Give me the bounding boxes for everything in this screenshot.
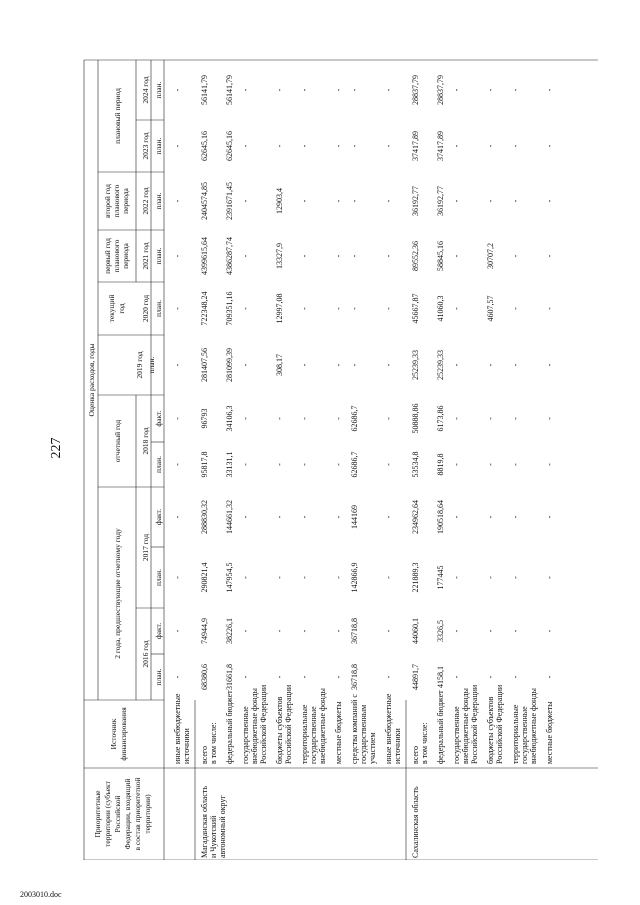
- header-first-plan-year: первый год: [103, 238, 112, 274]
- table-cell: -: [334, 144, 343, 148]
- table-cell: -: [452, 307, 461, 310]
- table-cell: 31661,8: [225, 664, 234, 690]
- table-cell: -: [545, 199, 554, 203]
- header-year-2016год: 2016 год: [141, 640, 150, 668]
- row-source-label: средства компаний с: [350, 694, 359, 764]
- row-source-label: Российской Федерации: [259, 684, 268, 764]
- table-cell: 56141,79: [225, 75, 234, 105]
- table-cell: -: [334, 88, 343, 92]
- header-estimate: Оценка расходов, годы: [87, 343, 96, 417]
- row-source-label: в том числе:: [209, 722, 218, 764]
- table-cell: 221889,3: [411, 562, 420, 593]
- table-cell: 45667,87: [411, 293, 420, 324]
- header-source: Источник: [109, 718, 118, 750]
- table-cell: -: [300, 629, 309, 633]
- header-territory: в состав приоритетной: [133, 777, 142, 851]
- header-territory: территории (субъект: [103, 781, 112, 847]
- table-cell: -: [275, 515, 284, 519]
- table-cell: -: [173, 463, 182, 466]
- header-plan: план.: [147, 356, 156, 374]
- table-cell: -: [241, 515, 250, 519]
- table-cell: 2404574,85: [200, 182, 209, 220]
- table-cell: -: [486, 576, 495, 579]
- table-cell: 41060,3: [436, 295, 445, 322]
- table-cell: -: [173, 307, 182, 310]
- table-cell: -: [545, 675, 554, 679]
- table-cell: -: [300, 675, 309, 679]
- table-cell: 33131,1: [225, 451, 234, 478]
- header-territory: Федерации, входящий: [123, 778, 132, 850]
- table-cell: -: [452, 363, 461, 367]
- header-first-plan-year: периода: [121, 243, 130, 269]
- table-cell: 177445: [436, 565, 445, 590]
- table-cell: -: [241, 576, 250, 579]
- header-source: финансирования: [119, 707, 128, 761]
- table-cell: -: [350, 199, 359, 203]
- table-cell: -: [173, 417, 182, 420]
- row-source-label: федеральный бюджет: [225, 690, 234, 764]
- table-cell: -: [334, 307, 343, 310]
- table-cell: -: [173, 363, 182, 367]
- row-source-label: всего: [411, 745, 420, 764]
- row-source-label: внебюджетные фонды: [529, 688, 538, 764]
- row-source-label: местные бюджеты: [545, 701, 554, 764]
- table-cell: -: [384, 463, 393, 466]
- table-cell: -: [452, 576, 461, 579]
- header-reporting-year: отчетный год: [113, 419, 122, 463]
- table-cell: -: [511, 576, 520, 579]
- table-cell: -: [511, 307, 520, 310]
- table-cell: -: [545, 515, 554, 519]
- table-cell: -: [275, 629, 284, 633]
- header-fact: факт.: [154, 508, 163, 526]
- table-cell: 38226,1: [225, 618, 234, 644]
- table-cell: -: [350, 88, 359, 92]
- table-cell: 56141,79: [200, 75, 209, 105]
- row-source-label: иные внебюджетные: [173, 693, 182, 764]
- table-cell: 144661,32: [225, 500, 234, 534]
- header-year-2023год: 2023 год: [141, 132, 150, 160]
- table-cell: 12903,4: [275, 188, 284, 214]
- table-cell: -: [334, 629, 343, 633]
- table-cell: -: [545, 88, 554, 92]
- table-cell: 37417,89: [411, 131, 420, 161]
- row-source-label: государственным: [359, 704, 368, 764]
- header-plan: план.: [154, 192, 163, 210]
- table-cell: -: [173, 576, 182, 579]
- row-source-label: бюджеты субъектов: [486, 696, 495, 764]
- table-cell: -: [300, 363, 309, 367]
- table-cell: -: [350, 363, 359, 367]
- table-cell: 3326,5: [436, 620, 445, 642]
- row-source-label: бюджеты субъектов: [275, 696, 284, 764]
- table-cell: -: [173, 515, 182, 519]
- table-cell: 36718,8: [350, 664, 359, 690]
- table-cell: -: [241, 88, 250, 92]
- table-cell: -: [350, 144, 359, 148]
- row-source-label: Российской Федерации: [495, 684, 504, 764]
- table-cell: -: [241, 675, 250, 679]
- table-cell: -: [275, 463, 284, 466]
- row-source-label: иные внебюджетные: [384, 693, 393, 764]
- header-territory: Российской: [113, 795, 122, 833]
- table-cell: -: [173, 199, 182, 203]
- budget-table: [78, 40, 598, 860]
- row-source-label: государственные: [241, 706, 250, 764]
- table-cell: -: [511, 254, 520, 258]
- table-cell: -: [173, 629, 182, 633]
- table-cell: -: [300, 88, 309, 92]
- table-cell: 89552,36: [411, 241, 420, 271]
- header-second-plan-year: периода: [121, 188, 130, 214]
- table-cell: -: [452, 199, 461, 203]
- table-cell: -: [275, 417, 284, 420]
- table-cell: 30707,2: [486, 243, 495, 269]
- table-cell: -: [511, 363, 520, 367]
- header-current-year: текущий: [107, 294, 116, 323]
- row-source-label: территориальные: [511, 704, 520, 764]
- table-cell: 53534,8: [411, 451, 420, 478]
- row-source-label: участием: [368, 732, 377, 764]
- table-cell: -: [545, 576, 554, 579]
- table-cell: -: [511, 463, 520, 466]
- table-cell: -: [452, 629, 461, 633]
- table-cell: 68380,6: [200, 664, 209, 690]
- table-cell: -: [545, 254, 554, 258]
- table-cell: 28837,79: [411, 75, 420, 105]
- table-cell: -: [350, 254, 359, 258]
- table-cell: -: [384, 629, 393, 633]
- table-cell: 28837,79: [436, 75, 445, 105]
- rotated-table: [84, 60, 598, 860]
- table-cell: -: [300, 515, 309, 519]
- region-name: и Чукотский: [209, 815, 218, 858]
- table-cell: 190518,64: [436, 500, 445, 534]
- row-source-label: государственные: [309, 706, 318, 764]
- table-cell: -: [511, 88, 520, 92]
- table-cell: 12997,08: [275, 293, 284, 324]
- table-cell: -: [173, 88, 182, 92]
- table-cell: -: [334, 363, 343, 367]
- table-cell: -: [300, 417, 309, 420]
- table-cell: 36718,8: [350, 618, 359, 644]
- row-source-label: в том числе:: [420, 722, 429, 764]
- table-cell: 13327,9: [275, 243, 284, 269]
- table-cell: -: [241, 629, 250, 633]
- table-cell: 36192,77: [411, 186, 420, 216]
- table-cell: -: [275, 576, 284, 579]
- table-cell: -: [241, 144, 250, 148]
- table-cell: -: [452, 417, 461, 420]
- region-name: Магаданская область: [200, 785, 209, 858]
- header-year-2017год: 2017 год: [141, 533, 150, 562]
- header-year-2024год: 2024 год: [141, 76, 150, 104]
- table-cell: -: [384, 88, 393, 92]
- header-plan: план.: [154, 81, 163, 99]
- table-cell: -: [452, 675, 461, 679]
- table-cell: -: [486, 675, 495, 679]
- table-cell: -: [384, 199, 393, 203]
- row-source-label: источники: [182, 728, 191, 764]
- table-cell: -: [241, 463, 250, 466]
- row-source-label: внебюджетные фонды: [250, 688, 259, 764]
- table-cell: 288830,32: [200, 500, 209, 534]
- table-cell: -: [511, 417, 520, 420]
- table-cell: -: [334, 254, 343, 258]
- header-plan: план.: [154, 300, 163, 317]
- table-cell: -: [334, 199, 343, 203]
- header-year-2018год: 2018 год: [141, 427, 150, 455]
- table-cell: -: [452, 144, 461, 148]
- row-source-label: Российской Федерации: [284, 684, 293, 764]
- table-cell: 709351,16: [225, 291, 234, 326]
- table-cell: -: [486, 463, 495, 466]
- table-cell: 722348,24: [200, 291, 209, 326]
- table-cell: -: [384, 307, 393, 310]
- table-cell: 4399615,64: [200, 237, 209, 275]
- header-year-2020год: 2020 год: [141, 294, 150, 323]
- table-cell: -: [300, 307, 309, 310]
- region-name: Сахалинская область: [411, 786, 420, 858]
- table-cell: 44060,1: [411, 618, 420, 644]
- region-name: автономный округ: [218, 795, 227, 858]
- table-cell: 62686,7: [350, 451, 359, 478]
- table-cell: 4607,57: [486, 295, 495, 322]
- table-cell: 62645,16: [225, 131, 234, 161]
- table-cell: -: [511, 144, 520, 148]
- table-cell: -: [452, 88, 461, 92]
- table-cell: -: [545, 363, 554, 367]
- table-cell: -: [241, 363, 250, 367]
- table-cell: -: [173, 144, 182, 148]
- header-plan: план.: [154, 456, 163, 473]
- table-cell: -: [545, 629, 554, 633]
- header-year-2021год: 2021 год: [141, 242, 150, 270]
- row-source-label: местные бюджеты: [334, 701, 343, 764]
- header-current-year: год: [117, 303, 126, 314]
- table-cell: 144169: [350, 505, 359, 529]
- table-cell: -: [384, 417, 393, 420]
- table-cell: -: [334, 576, 343, 579]
- table-cell: 44891,7: [411, 664, 420, 690]
- row-source-label: государственные: [452, 706, 461, 764]
- row-source-label: Российской Федерации: [470, 684, 479, 764]
- header-year-2022год: 2022 год: [141, 187, 150, 215]
- table-cell: -: [275, 675, 284, 679]
- table-cell: -: [384, 576, 393, 579]
- row-source-label: всего: [200, 745, 209, 764]
- row-source-label: внебюджетные фонды: [318, 688, 327, 764]
- table-cell: -: [486, 417, 495, 420]
- header-second-plan-year: второй год: [103, 184, 112, 218]
- table-cell: 62645,16: [200, 131, 209, 161]
- table-cell: 142866,9: [350, 562, 359, 593]
- table-cell: -: [275, 144, 284, 148]
- table-cell: 234962,64: [411, 500, 420, 534]
- header-plan: план.: [154, 668, 163, 686]
- table-cell: -: [300, 199, 309, 203]
- table-cell: -: [452, 515, 461, 519]
- table-cell: -: [511, 515, 520, 519]
- table-cell: 25239,33: [436, 350, 445, 380]
- table-cell: -: [173, 675, 182, 679]
- table-cell: 62686,7: [350, 405, 359, 432]
- header-year-2019год: 2019 год: [135, 351, 144, 379]
- row-source-label: внебюджетные фонды: [461, 688, 470, 764]
- table-cell: -: [486, 515, 495, 519]
- table-cell: -: [300, 463, 309, 466]
- header-fact: факт.: [154, 622, 163, 640]
- table-cell: -: [545, 144, 554, 148]
- rotated-table-area: [78, 40, 598, 860]
- table-cell: 308,17: [275, 354, 284, 376]
- header-fact: факт.: [154, 410, 163, 427]
- header-territory: Приоритетные: [93, 790, 102, 838]
- table-cell: -: [486, 199, 495, 203]
- row-source-label: территориальные: [300, 704, 309, 764]
- table-cell: -: [241, 254, 250, 258]
- table-cell: -: [384, 675, 393, 679]
- table-cell: 95817,8: [200, 451, 209, 478]
- table-cell: -: [275, 88, 284, 92]
- row-source-label: государственные: [520, 706, 529, 764]
- table-cell: 6173,86: [436, 405, 445, 432]
- table-cell: 8819,8: [436, 453, 445, 476]
- table-cell: -: [452, 463, 461, 466]
- table-cell: -: [545, 463, 554, 466]
- header-planned-period: плановый период: [113, 88, 122, 144]
- header-plan: план.: [154, 137, 163, 155]
- table-cell: 281407,56: [200, 348, 209, 382]
- table-cell: -: [350, 307, 359, 310]
- table-cell: 37417,89: [436, 131, 445, 161]
- header-two-years: 2 года, предшествующие отчетному году: [113, 528, 122, 659]
- table-cell: 290821,4: [200, 562, 209, 593]
- table-cell: -: [300, 144, 309, 148]
- table-cell: -: [334, 675, 343, 679]
- table-cell: -: [486, 363, 495, 367]
- header-plan: план.: [154, 247, 163, 265]
- table-cell: -: [486, 629, 495, 633]
- table-cell: 58845,16: [436, 241, 445, 271]
- table-cell: -: [300, 576, 309, 579]
- table-cell: 36192,77: [436, 186, 445, 216]
- table-cell: -: [511, 629, 520, 633]
- table-cell: 25239,33: [411, 350, 420, 380]
- table-cell: -: [545, 417, 554, 420]
- table-cell: -: [384, 254, 393, 258]
- table-cell: -: [511, 199, 520, 203]
- header-first-plan-year: планового: [112, 239, 121, 273]
- table-cell: -: [300, 254, 309, 258]
- header-territory: территории): [143, 794, 152, 834]
- table-cell: 281099,39: [225, 348, 234, 382]
- table-cell: 50888,86: [411, 403, 420, 434]
- table-cell: 4158,1: [436, 666, 445, 688]
- table-cell: -: [452, 254, 461, 258]
- table-cell: -: [334, 463, 343, 466]
- table-cell: -: [241, 417, 250, 420]
- table-cell: -: [241, 307, 250, 310]
- table-cell: -: [334, 515, 343, 519]
- table-cell: -: [384, 515, 393, 519]
- header-plan: план.: [154, 569, 163, 586]
- row-source-label: источники: [393, 728, 402, 764]
- table-cell: -: [241, 199, 250, 203]
- table-cell: -: [384, 363, 393, 367]
- table-cell: 74944,9: [200, 618, 209, 644]
- table-cell: -: [486, 88, 495, 92]
- table-cell: 96793: [200, 408, 209, 429]
- header-second-plan-year: планового: [112, 184, 121, 218]
- table-cell: 4386287,74: [225, 237, 234, 275]
- table-cell: -: [384, 144, 393, 148]
- table-cell: 147954,5: [225, 562, 234, 593]
- table-cell: -: [486, 144, 495, 148]
- table-cell: -: [511, 675, 520, 679]
- table-cell: 2391671,45: [225, 182, 234, 220]
- page-number: 227: [49, 437, 64, 459]
- table-cell: -: [334, 417, 343, 420]
- table-cell: 34106,3: [225, 405, 234, 432]
- row-source-label: федеральный бюджет: [436, 690, 445, 764]
- table-cell: -: [545, 307, 554, 310]
- table-cell: -: [173, 254, 182, 258]
- footer-filename: 2003010.doc: [20, 890, 62, 899]
